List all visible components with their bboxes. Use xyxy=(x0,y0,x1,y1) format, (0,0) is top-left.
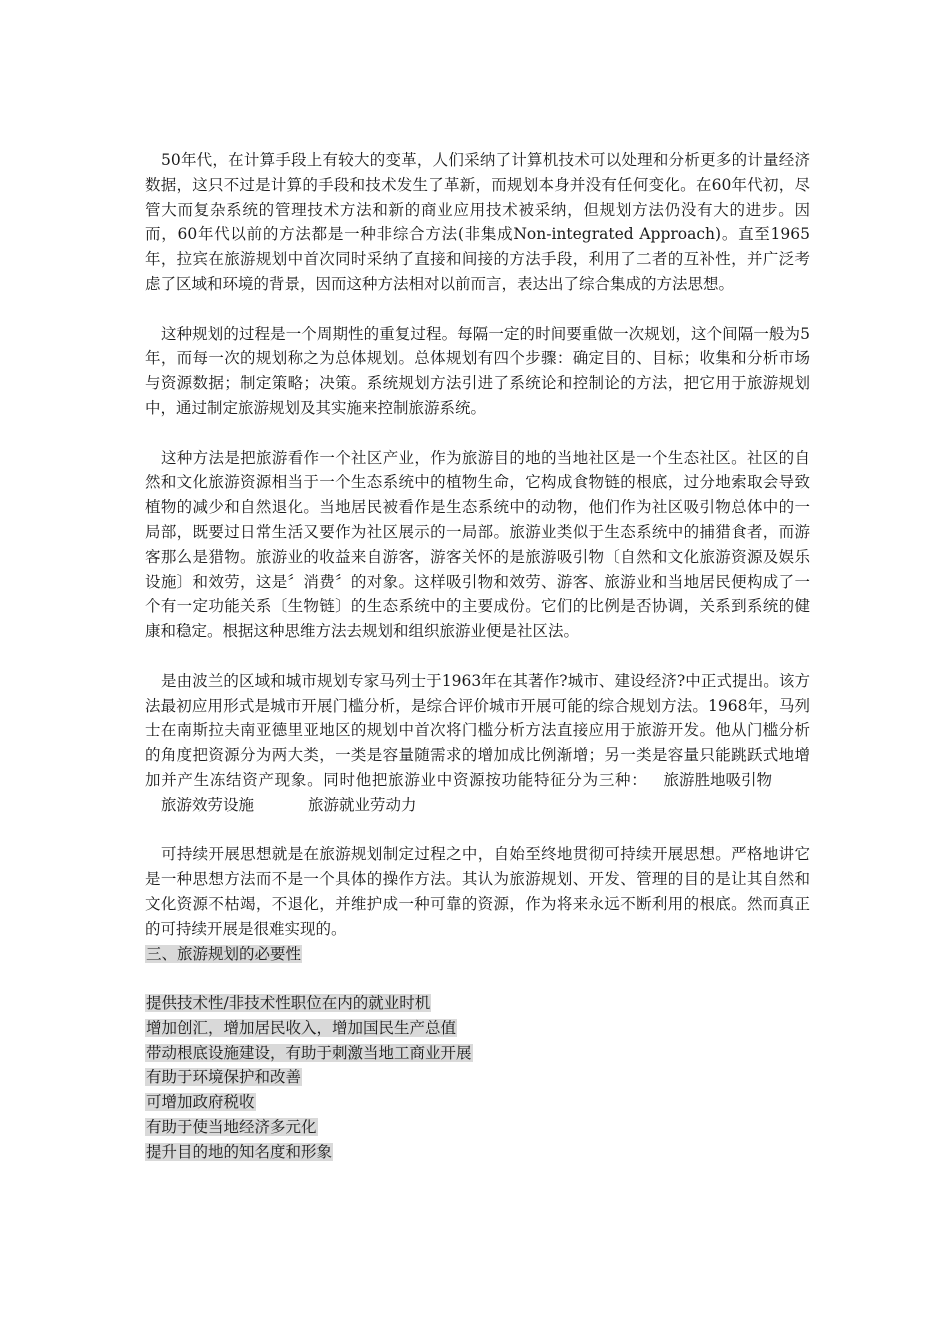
list-item xyxy=(145,1065,810,1090)
resource-type-service-facilities: 旅游效劳设施 xyxy=(161,795,255,814)
list-item xyxy=(145,1016,810,1041)
paragraph-threshold-analysis xyxy=(145,669,810,818)
document-page xyxy=(145,148,810,1165)
paragraph-system-planning: 这种规划的过程是一个周期性的重复过程。每隔一定的时间要重做一次规划，这个间隔一般为5年，而每一次的规划称之为总体规划。总体规划有四个步骤：确定目的、目标；收集和分析市场与资源数据；制定策略；决策。系统规划方法引进了系统论和控制论的方法，把它用于旅游规划中，通过制定旅游规划及其实施来控制旅游系统。 xyxy=(145,324,810,417)
resource-type-labor: 旅游就业劳动力 xyxy=(308,795,417,814)
list-item xyxy=(145,1115,810,1140)
list-item xyxy=(145,1140,810,1165)
list-item xyxy=(145,1090,810,1115)
threshold-analysis-text: 是由波兰的区域和城市规划专家马列士于1963年在其著作?城市、建设经济?中正式提出。该方法最初应用形式是城市开展门槛分析，是综合评价城市开展可能的综合规划方法。1968年，马列士在南斯拉夫南亚德里亚地区的规划中首次将门槛分析方法直接应用于旅游开发。他从门槛分析的角度把资源分为两大类，一类是容量随需求的增加成比例渐增；另一类是容量只能跳跃式地增加并产生冻结资产现象。同时他把旅游业中资源按功能特征分为三种： xyxy=(145,671,810,789)
benefit-infrastructure: 带动根底设施建设，有助于刺激当地工商业开展 xyxy=(146,1043,472,1062)
benefit-environment: 有助于环境保护和改善 xyxy=(146,1068,302,1087)
section-heading xyxy=(145,942,810,967)
benefit-income: 增加创汇，增加居民收入，增加国民生产总值 xyxy=(146,1018,457,1037)
section-heading-text: 三、旅游规划的必要性 xyxy=(146,944,302,963)
benefit-tax: 可增加政府税收 xyxy=(146,1093,255,1112)
list-item xyxy=(145,991,810,1016)
paragraph-comprehensive-approach: 50年代，在计算手段上有较大的变革，人们采纳了计算机技术可以处理和分析更多的计量经济数据，这只不过是计算的手段和技术发生了革新，而规划本身并没有任何变化。在60年代初，尽管大而复杂系统的管理技术方法和新的商业应用技术被采纳，但规划方法仍没有大的进步。因而，60年代以前的方法都是一种非综合方法(非集成Non-integrated Approach)。直至1965年，拉宾在旅游规划中首次同时采纳了直接和间接的方法手段，利用了二者的互补性，并广泛考虑了区域和环境的背景，因而这种方法相对以前而言，表达出了综合集成的方法思想。 xyxy=(145,151,810,293)
paragraph-sustainable-development: 可持续开展思想就是在旅游规划制定过程之中，自始至终地贯彻可持续开展思想。严格地讲它是一种思想方法而不是一个具体的操作方法。其认为旅游规划、开发、管理的目的是让其自然和文化资源不枯竭，不退化，并维护成一种可靠的资源，作为将来永远不断利用的根底。然而真正的可持续开展是很难实现的。 xyxy=(145,845,810,938)
benefits-list xyxy=(145,991,810,1165)
resource-type-attractions: 旅游胜地吸引物 xyxy=(663,770,772,789)
benefit-employment: 提供技术性/非技术性职位在内的就业时机 xyxy=(146,994,431,1013)
benefit-reputation: 提升目的地的知名度和形象 xyxy=(146,1142,333,1161)
list-item xyxy=(145,1041,810,1066)
paragraph-community-approach: 这种方法是把旅游看作一个社区产业，作为旅游目的地的当地社区是一个生态社区。社区的自然和文化旅游资源相当于一个生态系统中的植物生命，它构成食物链的根底，过分地索取会导致植物的减少和自然退化。当地居民被看作是生态系统中的动物，他们作为社区吸引物总体中的一局部，既要过日常生活又要作为社区展示的一局部。旅游业类似于生态系统中的捕猎食者，而游客那么是猎物。旅游业的收益来自游客，游客关怀的是旅游吸引物〔自然和文化旅游资源及娱乐设施〕和效劳，这是〞消费〞的对象。这样吸引物和效劳、游客、旅游业和当地居民便构成了一个有一定功能关系〔生物链〕的生态系统中的主要成份。它们的比例是否协调，关系到系统的健康和稳定。根据这种思维方法去规划和组织旅游业便是社区法。 xyxy=(145,448,810,641)
benefit-diversification: 有助于使当地经济多元化 xyxy=(146,1118,317,1137)
